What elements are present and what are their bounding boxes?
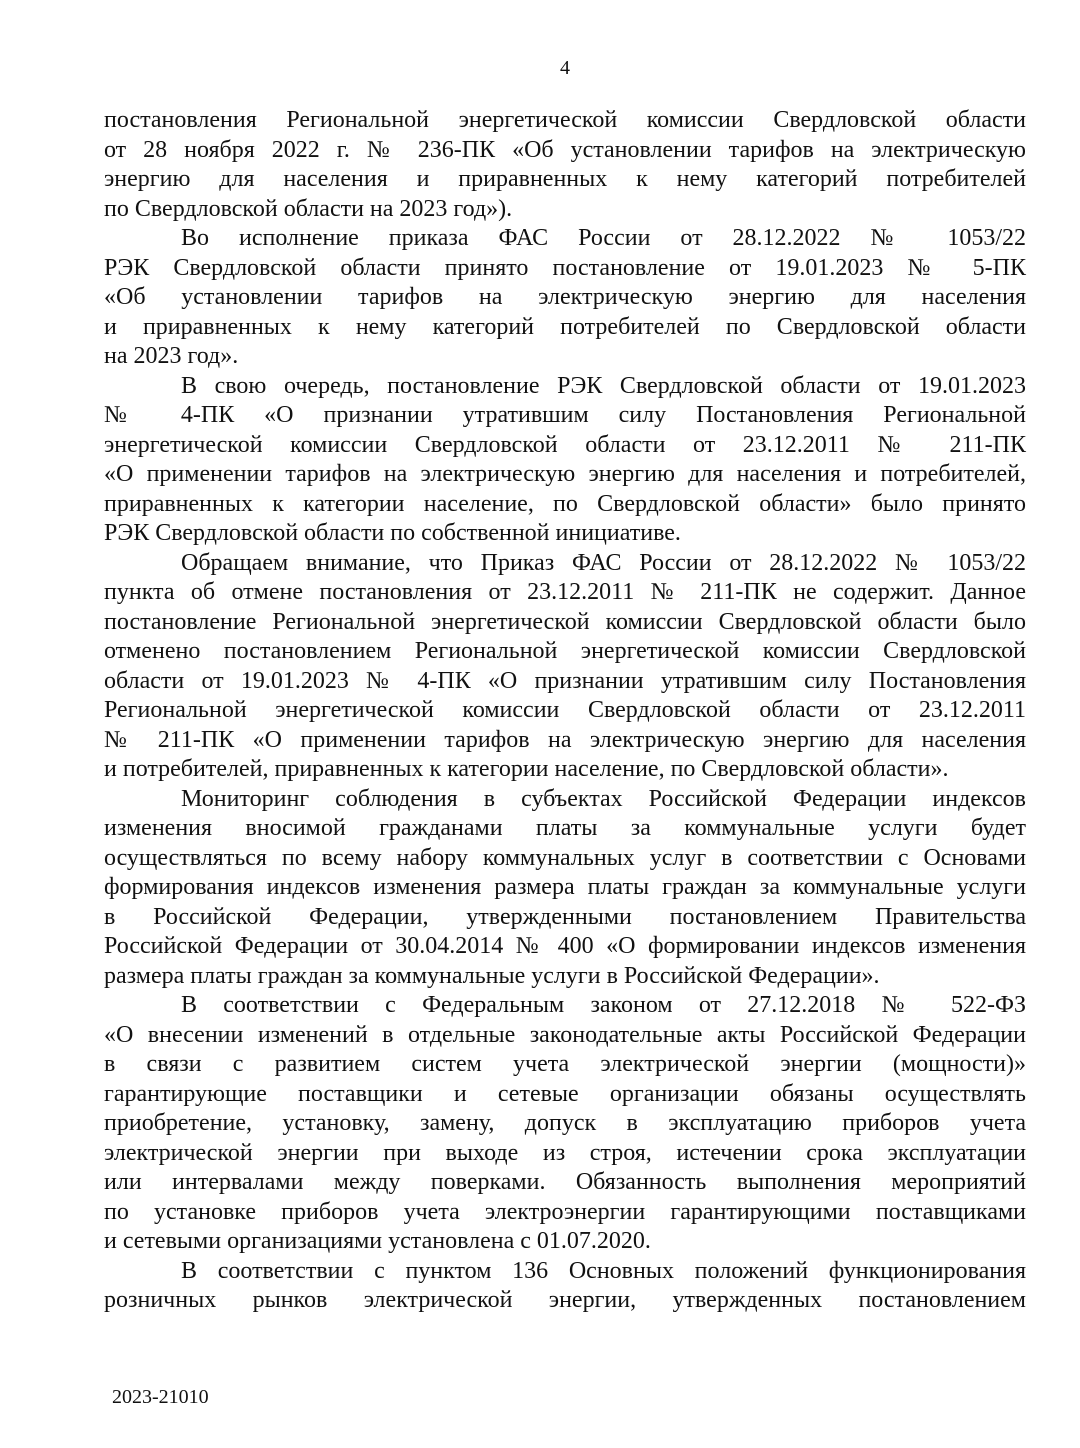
text-line: в Российской Федерации, утвержденными постановлением Правительства <box>104 903 1026 930</box>
text-line: Российской Федерации от 30.04.2014 № 400 «О формировании индексов изменения <box>104 933 1026 959</box>
document-registration-code: 2023-21010 <box>112 1386 209 1408</box>
text-line: размера платы граждан за коммунальные услуги в Российской Федерации». <box>104 962 880 989</box>
text-line: от 28 ноября 2022 г. № 236-ПК «Об установлении тарифов на электрическую <box>104 136 1026 163</box>
paragraph <box>104 991 1026 1257</box>
text-line: розничных рынков электрической энергии, утвержденных постановлением <box>104 1287 1026 1313</box>
text-line: и приравненных к нему категорий потребителей по Свердловской области <box>104 313 1026 340</box>
text-line: приравненных к категории население, по Свердловской области» было принято <box>104 490 1026 517</box>
text-line: Региональной энергетической комиссии Свердловской области от 23.12.2011 <box>104 697 1026 723</box>
paragraph <box>104 1257 1026 1316</box>
text-line: «О внесении изменений в отдельные законодательные акты Российской Федерации <box>104 1021 1026 1048</box>
text-line: формирования индексов изменения размера платы граждан за коммунальные услуги <box>104 874 1026 900</box>
text-line: по установке приборов учета электроэнергии гарантирующими поставщиками <box>104 1198 1026 1225</box>
paragraph <box>104 785 1026 992</box>
text-line: Во исполнение приказа ФАС России от 28.12.2022 № 1053/22 <box>181 225 1026 251</box>
text-line: по Свердловской области на 2023 год»). <box>104 195 513 222</box>
text-line: «Об установлении тарифов на электрическую энергию для населения <box>104 284 1026 310</box>
text-line: или интервалами между поверками. Обязанность выполнения мероприятий <box>104 1169 1026 1195</box>
text-line: № 4-ПК «О признании утратившим силу Постановления Региональной <box>104 402 1026 428</box>
text-line: в связи с развитием систем учета электрической энергии (мощности)» <box>104 1051 1026 1077</box>
text-line: Мониторинг соблюдения в субъектах Российской Федерации индексов <box>181 785 1026 812</box>
text-line: и сетевыми организациями установлена с 01.07.2020. <box>104 1228 651 1254</box>
text-line: пункта об отмене постановления от 23.12.2011 № 211-ПК не содержит. Данное <box>104 579 1026 605</box>
text-line: Обращаем внимание, что Приказ ФАС России от 28.12.2022 № 1053/22 <box>181 549 1026 576</box>
text-line: В соответствии с Федеральным законом от 27.12.2018 № 522-ФЗ <box>181 992 1026 1018</box>
paragraph <box>104 106 1026 224</box>
paragraph <box>104 372 1026 549</box>
text-line: РЭК Свердловской области принято постановление от 19.01.2023 № 5-ПК <box>104 254 1026 281</box>
text-line: № 211-ПК «О применении тарифов на электрическую энергию для населения <box>104 726 1026 753</box>
text-line: энергию для населения и приравненных к нему категорий потребителей <box>104 166 1026 192</box>
text-line: области от 19.01.2023 № 4-ПК «О признании утратившим силу Постановления <box>104 667 1026 694</box>
text-line: В соответствии с пунктом 136 Основных положений функционирования <box>181 1257 1026 1284</box>
paragraph <box>104 224 1026 372</box>
text-line: и потребителей, приравненных к категории население, по Свердловской области». <box>104 756 949 782</box>
text-line: постановления Региональной энергетической комиссии Свердловской области <box>104 107 1026 133</box>
paragraph <box>104 549 1026 785</box>
page-number: 4 <box>560 57 570 79</box>
text-line: гарантирующие поставщики и сетевые организации обязаны осуществлять <box>104 1080 1026 1107</box>
document-body <box>104 106 1026 1316</box>
text-line: изменения вносимой гражданами платы за коммунальные услуги будет <box>104 815 1026 841</box>
text-line: осуществляться по всему набору коммунальных услуг в соответствии с Основами <box>104 844 1026 871</box>
text-line: приобретение, установку, замену, допуск в эксплуатацию приборов учета <box>104 1110 1026 1136</box>
text-line: отменено постановлением Региональной энергетической комиссии Свердловской <box>104 638 1026 664</box>
text-line: В свою очередь, постановление РЭК Свердловской области от 19.01.2023 <box>181 372 1026 399</box>
text-line: РЭК Свердловской области по собственной инициативе. <box>104 520 681 546</box>
text-line: «О применении тарифов на электрическую энергию для населения и потребителей, <box>104 461 1026 487</box>
text-line: энергетической комиссии Свердловской области от 23.12.2011 № 211-ПК <box>104 431 1026 458</box>
text-line: на 2023 год». <box>104 343 239 369</box>
text-line: электрической энергии при выходе из строя, истечении срока эксплуатации <box>104 1139 1026 1166</box>
text-line: постановление Региональной энергетической комиссии Свердловской области было <box>104 608 1026 635</box>
